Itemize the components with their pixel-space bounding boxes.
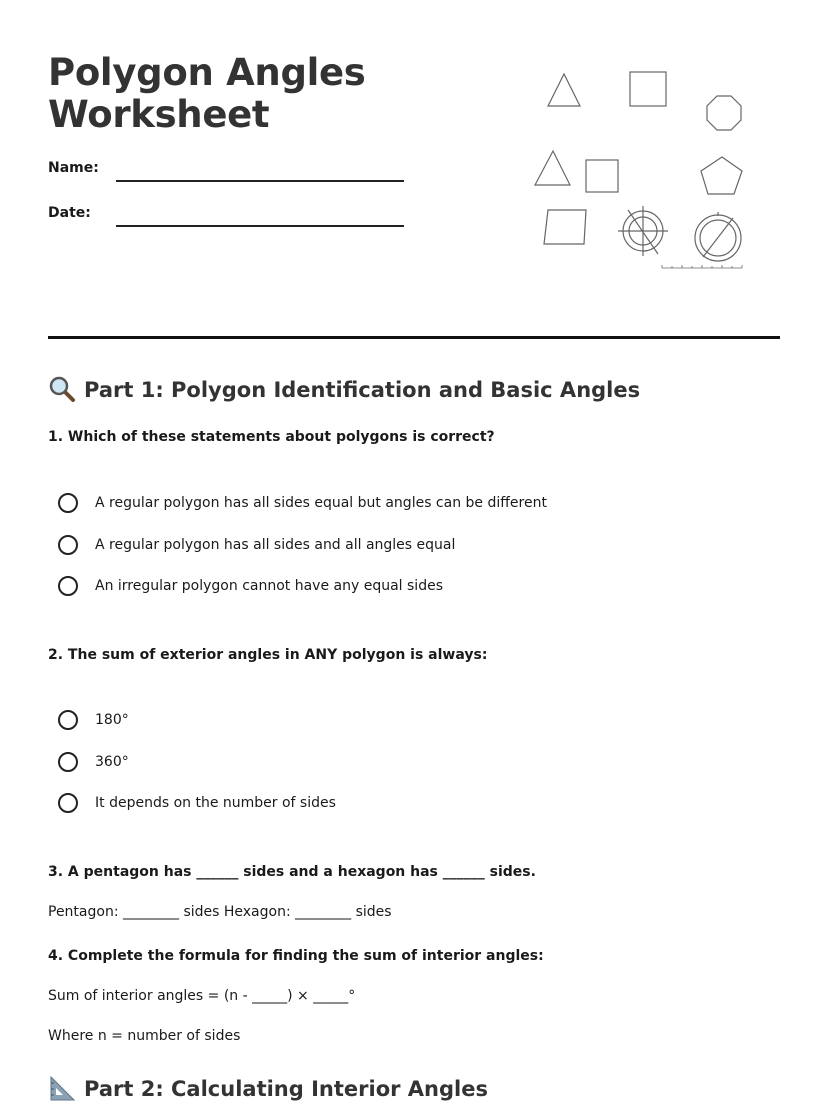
q1-option-1-label: A regular polygon has all sides equal but angles can be different xyxy=(95,495,547,511)
q1-option-2-radio[interactable] xyxy=(58,535,78,555)
question-3: 3. A pentagon has ______ sides and a hexagon has ______ sides. xyxy=(48,864,536,880)
part1-heading xyxy=(48,375,640,403)
q1-option-3-radio[interactable] xyxy=(58,576,78,596)
ruler-shape xyxy=(662,265,742,268)
date-label: Date: xyxy=(48,205,91,221)
name-label: Name: xyxy=(48,160,99,176)
triangle-shape-2 xyxy=(535,151,570,185)
q2-option-2-radio[interactable] xyxy=(58,752,78,772)
part1-heading-text: Part 1: Polygon Identification and Basic Angles xyxy=(84,378,641,402)
square-shape-2 xyxy=(586,160,618,192)
compass-circle-shape xyxy=(695,212,741,261)
magnifier-icon xyxy=(48,375,76,403)
q2-option-3-label: It depends on the number of sides xyxy=(95,795,336,811)
quadrilateral-shape xyxy=(544,210,586,244)
question-4: 4. Complete the formula for finding the sum of interior angles: xyxy=(48,948,544,964)
q1-option-2-label: A regular polygon has all sides and all angles equal xyxy=(95,537,456,553)
part2-heading xyxy=(48,1074,488,1102)
q4-note: Where n = number of sides xyxy=(48,1028,241,1044)
part2-heading-text: Part 2: Calculating Interior Angles xyxy=(84,1077,488,1101)
question-2: 2. The sum of exterior angles in ANY polygon is always: xyxy=(48,647,488,663)
q3-answer-line[interactable]: Pentagon: ________ sides Hexagon: ________ sides xyxy=(48,904,392,920)
q1-option-3-label: An irregular polygon cannot have any equal sides xyxy=(95,578,443,594)
square-shape xyxy=(630,72,666,106)
q2-option-2-label: 360° xyxy=(95,754,129,770)
section-divider xyxy=(48,336,780,339)
protractor-shape xyxy=(618,206,668,256)
q2-option-1-radio[interactable] xyxy=(58,710,78,730)
name-line[interactable] xyxy=(116,180,404,182)
triangle-shape xyxy=(548,74,580,106)
octagon-shape xyxy=(707,96,741,130)
polygon-shapes-illustration xyxy=(528,64,758,279)
title-line-1: Polygon Angles xyxy=(48,51,366,94)
triangle-ruler-icon xyxy=(48,1074,76,1102)
title-line-2: Worksheet xyxy=(48,93,270,136)
worksheet-title xyxy=(48,52,366,136)
q4-formula[interactable]: Sum of interior angles = (n - _____) × _____° xyxy=(48,988,356,1004)
q1-option-1-radio[interactable] xyxy=(58,493,78,513)
question-1: 1. Which of these statements about polygons is correct? xyxy=(48,429,495,445)
q2-option-3-radio[interactable] xyxy=(58,793,78,813)
pentagon-shape xyxy=(701,157,742,194)
date-line[interactable] xyxy=(116,225,404,227)
q2-option-1-label: 180° xyxy=(95,712,129,728)
